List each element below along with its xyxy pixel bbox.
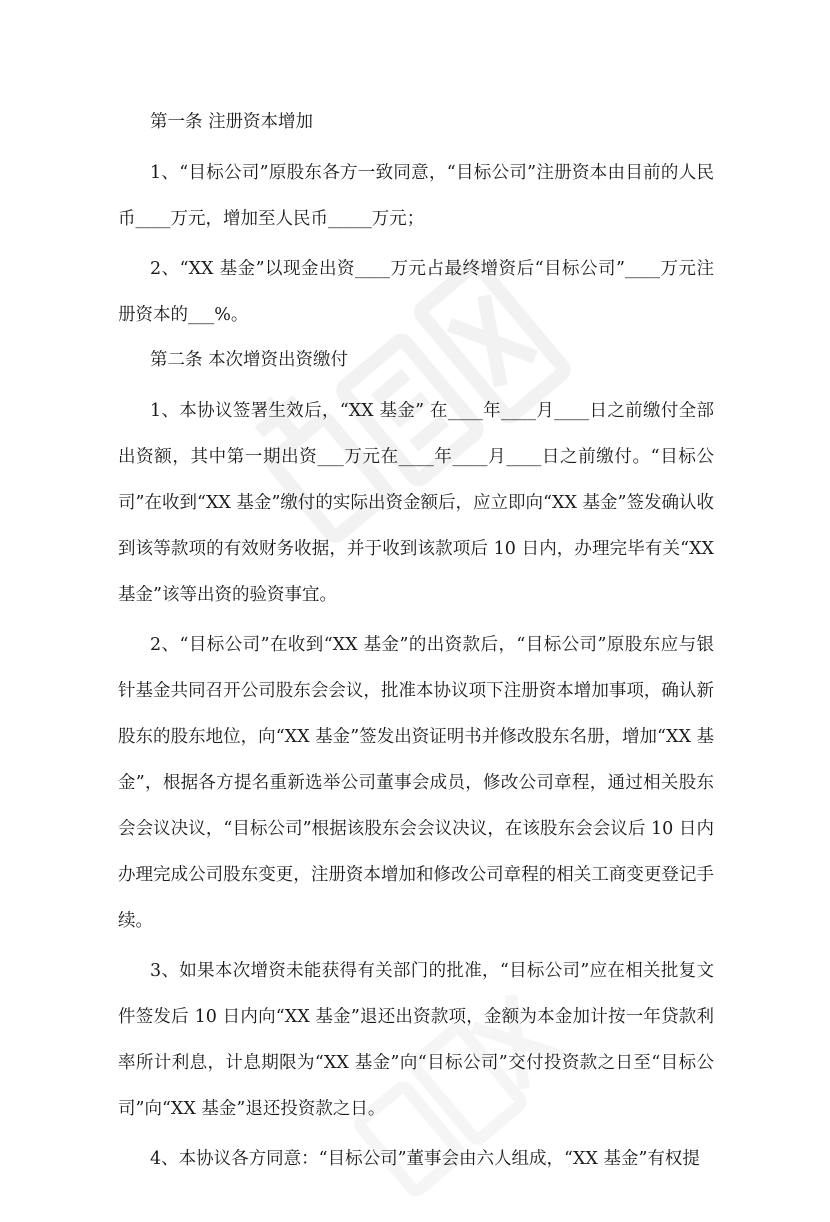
section-2-paragraph-1: 1、本协议签署生效后，“XX 基金” 在____年____月____日之前缴付全部出资额，其中第一期出资___万元在____年____月____日之前缴付。“目标公司”在收到“XX 基金”缴付的实际出资金额后，应立即向“XX 基金”签发确认收到该等款项的有效财务收据，并于收到该款项后 10 日内，办理完毕有关“XX 基金”该等出资的验资事宜。 [118,401,714,605]
document-body [118,104,714,1182]
section-2-paragraph-4: 4、本协议各方同意：“目标公司”董事会由六人组成，“XX 基金”有权提 [150,1149,700,1169]
section-1-heading: 第一条 注册资本增加 [150,112,314,132]
section-1-paragraph-2: 2、“XX 基金”以现金出资____万元占最终增资后“目标公司”____万元注册资本的___%。 [118,259,714,325]
section-2-heading: 第二条 本次增资出资缴付 [150,350,349,370]
section-2-paragraph-3: 3、如果本次增资未能获得有关部门的批准，“目标公司”应在相关批复文件签发后 10 日内向“XX 基金”退还出资款项，金额为本金加计按一年贷款利率所计利息，计息期限为“XX 基金”向“目标公司”交付投资款之日至“目标公司”向“XX 基金”退还投资款之日。 [118,961,714,1119]
section-1-paragraph-1: 1、“目标公司”原股东各方一致同意，“目标公司”注册资本由目前的人民币____万元，增加至人民币_____万元； [118,163,714,229]
section-2-paragraph-2: 2、“目标公司”在收到“XX 基金”的出资款后，“目标公司”原股东应与银针基金共同召开公司股东会会议，批准本协议项下注册资本增加事项，确认新股东的股东地位，向“XX 基金”签发出资证明书并修改股东名册，增加“XX 基金”，根据各方提名重新选举公司董事会成员，修改公司章程，通过相关股东会会议决议，“目标公司”根据该股东会会议决议，在该股东会会议后 10 日内办理完成公司股东变更，注册资本增加和修改公司章程的相关工商变更登记手续。 [118,635,714,931]
